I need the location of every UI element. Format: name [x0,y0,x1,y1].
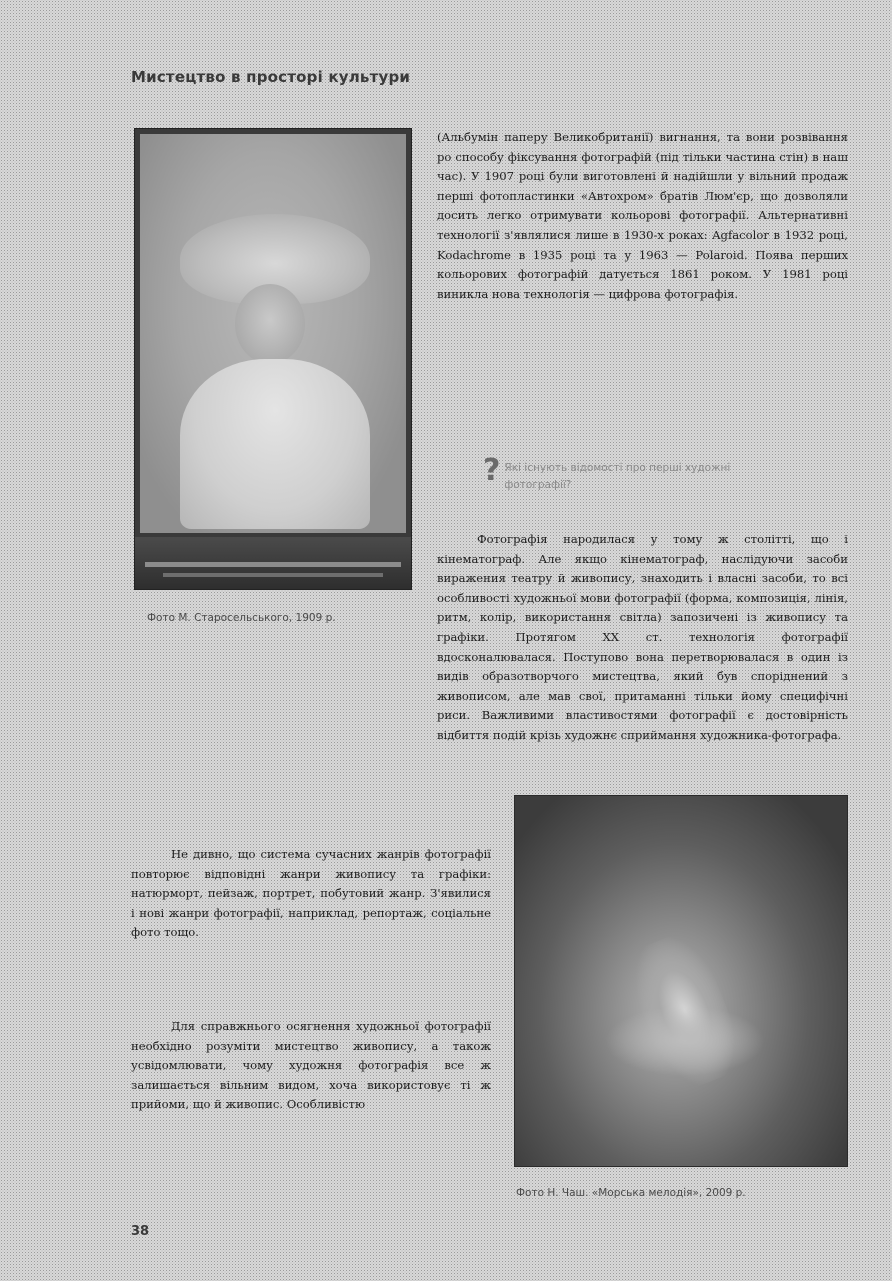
mount-ornament [145,562,401,567]
dress-shape [180,359,370,529]
paragraph-understanding: Для справжнього осягнення художньої фотографії необхідно розуміти мистецтво живопису, а також усвідомлювати, чому художня фотографія все ж залишається вільним видом, хоча використовує ті ж прийоми, що й живопис. Особливістю [131,1019,491,1112]
photo1-caption: Фото М. Старосельського, 1909 р. [147,612,336,624]
mount-ornament-lower [163,573,383,577]
paragraph-color-photography: (Альбумін паперу Великобританії) вигнання, та вони розвівання ро способу фіксування фотографій (під тільки частина стін) в наш час). У 1907 році були виготовлені й надійшли у вільний продаж перші фотопластинки «Автохром» братів Люм'єр, що дозволяли досить легко отримувати кольорові фотографії. Альтернативні технології з'являлися лише в 1930-х роках: Agfacolor в 1932 році, Kodachrome в 1935 році та у 1963 — Polaroid. Поява перших кольорових фотографій датується 1861 роком. У 1981 році виникла нова технологія — цифрова фотографія. [437,130,848,301]
photo-mount [135,537,411,589]
question-text: Які існують відомості про перші художні фотографії? [504,462,731,491]
paragraph-photography-intro: Фотографія народилася у тому ж столітті, що і кінематограф. Але якщо кінематограф, наслідуючи засоби виражения театру й живопису, знаходить і власні засоби, то всі особливості художньої мови фотографії (форма, композиція, лінія, ритм, колір, використання світла) запозичені із живопису та графіки. Протягом XX ст. технологія фотографії вдосконалювалася. Поступово вона перетворювалася в один із видів образотворчого мистецтва, який був споріднений з живописом, але мав свої, притаманні тільки йому специфічні риси. Важливими властивостями фотографії є достовірність відбиття подій крізь художнє сприймання художника-фотографа. [437,532,848,742]
page-number: 38 [131,1224,150,1239]
vintage-portrait-photo [134,128,412,590]
page-header: Мистецтво в просторі культури [131,68,411,86]
photo2-caption: Фото Н. Чаш. «Морська мелодія», 2009 р. [516,1187,746,1199]
photo-paper [140,134,406,533]
sea-melody-photo [514,795,848,1167]
face-shape [235,284,305,364]
question-mark-icon: ? [483,453,501,488]
light-glow [605,1006,765,1076]
paragraph-genres: Не дивно, що система сучасних жанрів фотографії повторює відповідні жанри живопису та графіки: натюрморт, пейзаж, портрет, побутовий жанр. З'явилися і нові жанри фотографії, наприклад, репортаж, соціальне фото тощо. [131,847,491,940]
question-box [483,453,763,494]
